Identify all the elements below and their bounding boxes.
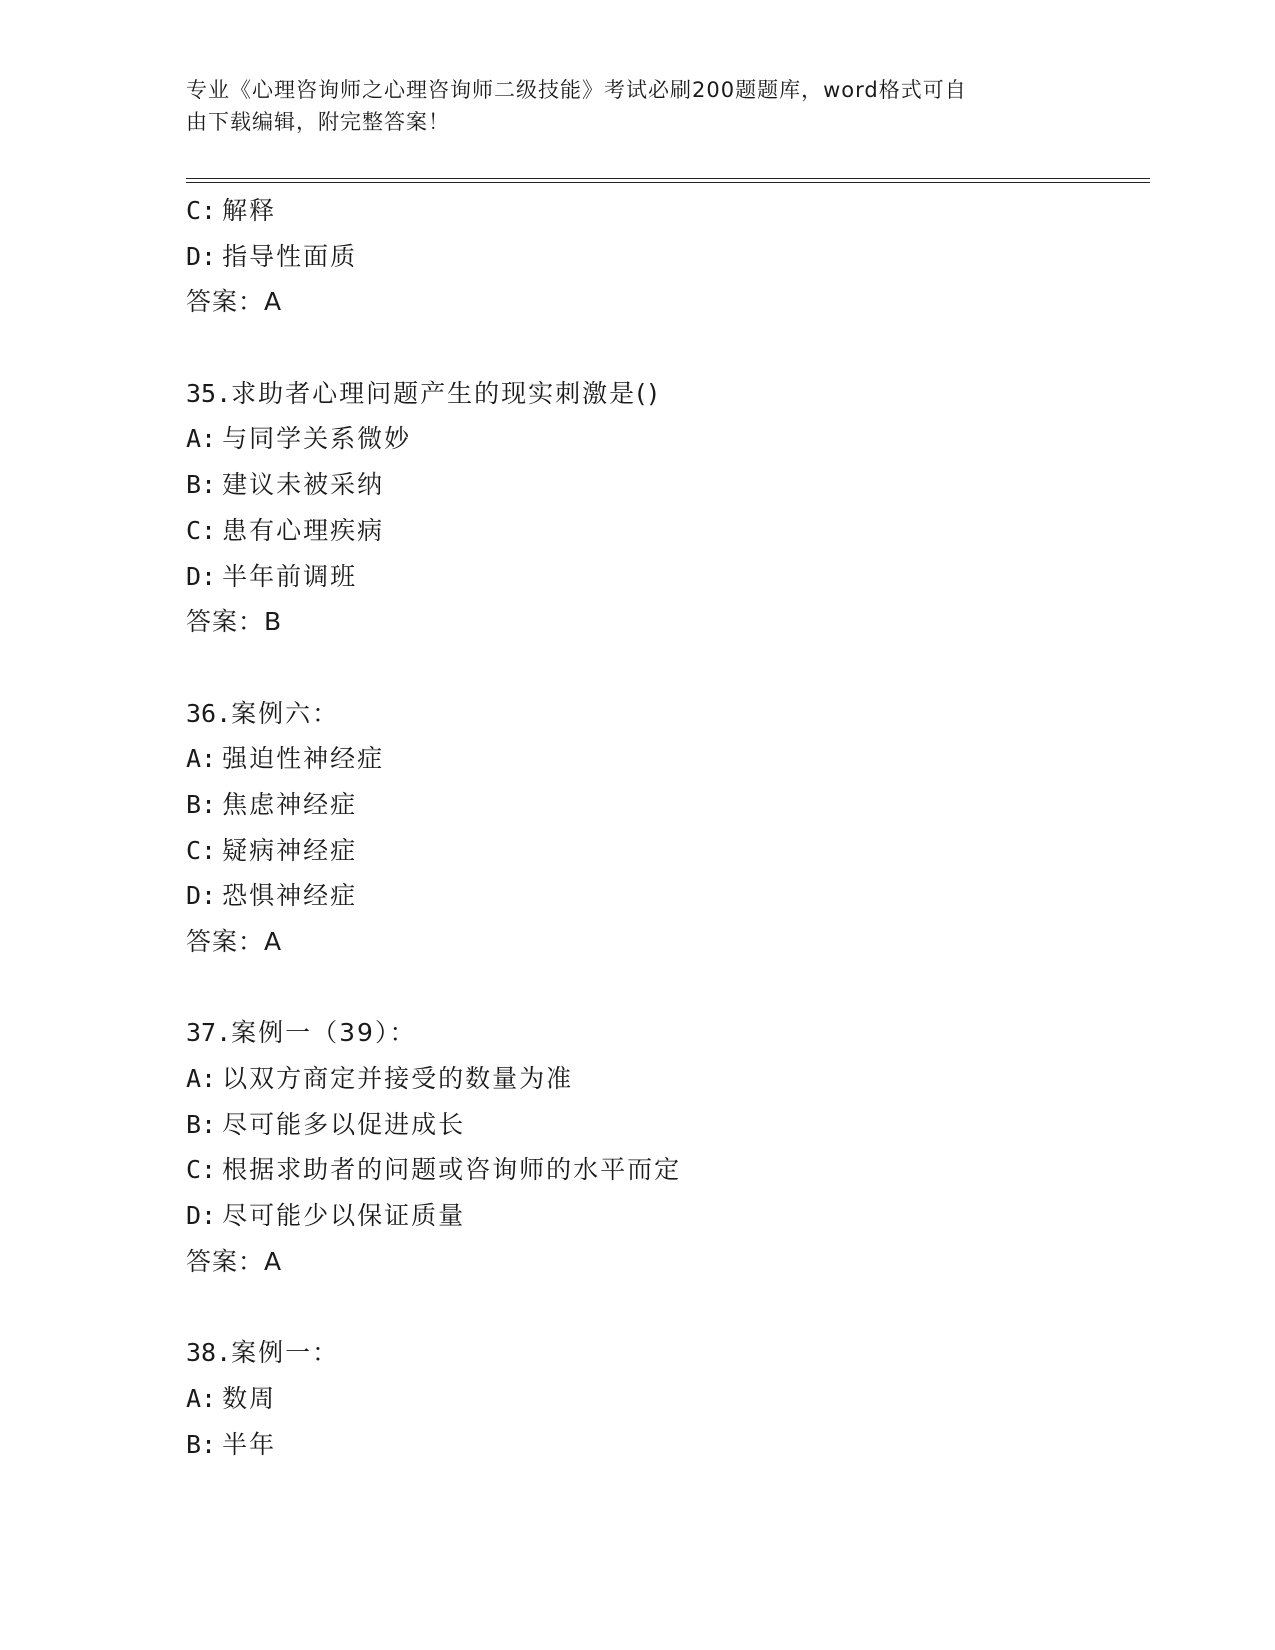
question-number: 36. (186, 698, 232, 728)
option-text: 建议未被采纳 (222, 470, 385, 500)
question-37 (186, 1010, 1150, 1284)
option-key: D: (186, 881, 217, 911)
option-text: 焦虑神经症 (222, 789, 358, 819)
option-c (186, 188, 1150, 234)
question-text: 案例六： (231, 698, 340, 728)
option-text: 疑病神经症 (222, 835, 358, 865)
option-text: 尽可能少以保证质量 (222, 1201, 466, 1231)
option-text: 恐惧神经症 (222, 881, 358, 911)
option-b (186, 782, 1150, 828)
question-36 (186, 691, 1150, 965)
option-d (186, 873, 1150, 919)
answer-line: 答案：A (186, 287, 283, 317)
option-a (186, 736, 1150, 782)
option-key: A: (186, 424, 217, 454)
question-text: 求助者心理问题产生的现实刺激是() (231, 378, 660, 408)
question-number: 38. (186, 1338, 232, 1368)
option-key: B: (186, 1109, 217, 1139)
answer-line: 答案：B (186, 607, 283, 637)
option-d (186, 234, 1150, 280)
option-key: B: (186, 789, 217, 819)
question-text: 案例一： (231, 1338, 340, 1368)
question-stem (186, 371, 1150, 417)
option-a (186, 416, 1150, 462)
option-text: 半年 (222, 1429, 277, 1459)
question-stem (186, 691, 1150, 737)
option-key: C: (186, 835, 217, 865)
option-key: B: (186, 1429, 217, 1459)
header-divider-bottom (186, 182, 1150, 183)
answer-line: 答案：A (186, 1246, 283, 1276)
option-key: B: (186, 470, 217, 500)
question-number: 35. (186, 378, 232, 408)
spacer (186, 645, 1150, 691)
option-c (186, 1147, 1150, 1193)
option-b (186, 1102, 1150, 1148)
option-key: D: (186, 241, 217, 271)
option-key: D: (186, 561, 217, 591)
spacer (186, 965, 1150, 1011)
option-a (186, 1056, 1150, 1102)
option-text: 患有心理疾病 (222, 515, 385, 545)
option-text: 与同学关系微妙 (222, 424, 412, 454)
question-35 (186, 371, 1150, 645)
option-key: D: (186, 1201, 217, 1231)
spacer (186, 325, 1150, 371)
option-b (186, 1422, 1150, 1468)
option-text: 尽可能多以促进成长 (222, 1109, 466, 1139)
option-key: A: (186, 744, 217, 774)
option-c (186, 828, 1150, 874)
option-text: 指导性面质 (222, 241, 358, 271)
question-stem (186, 1330, 1150, 1376)
option-d (186, 1193, 1150, 1239)
option-key: A: (186, 1383, 217, 1413)
option-key: C: (186, 1155, 217, 1185)
option-key: C: (186, 196, 217, 225)
spacer (186, 1285, 1150, 1331)
option-d (186, 554, 1150, 600)
header-line-1: 专业《心理咨询师之心理咨询师二级技能》考试必刷200题题库，word格式可自 (186, 78, 967, 102)
question-number: 37. (186, 1018, 232, 1048)
question-stem (186, 1010, 1150, 1056)
option-a (186, 1376, 1150, 1422)
option-text: 数周 (222, 1383, 277, 1413)
question-list (186, 188, 1150, 1467)
option-c (186, 508, 1150, 554)
option-text: 根据求助者的问题或咨询师的水平而定 (222, 1155, 682, 1185)
question-text: 案例一（39）： (231, 1018, 417, 1048)
answer-line: 答案：A (186, 927, 283, 956)
page-header (186, 74, 1066, 138)
option-key: A: (186, 1064, 217, 1094)
option-key: C: (186, 515, 217, 545)
header-line-2: 由下载编辑，附完整答案！ (186, 110, 450, 134)
option-b (186, 462, 1150, 508)
option-text: 强迫性神经症 (222, 744, 385, 774)
question-38 (186, 1330, 1150, 1467)
option-text: 以双方商定并接受的数量为准 (222, 1064, 574, 1094)
option-text: 半年前调班 (222, 561, 358, 591)
option-text: 解释 (222, 196, 277, 225)
header-divider-top (186, 178, 1150, 179)
question-fragment (186, 188, 1150, 325)
